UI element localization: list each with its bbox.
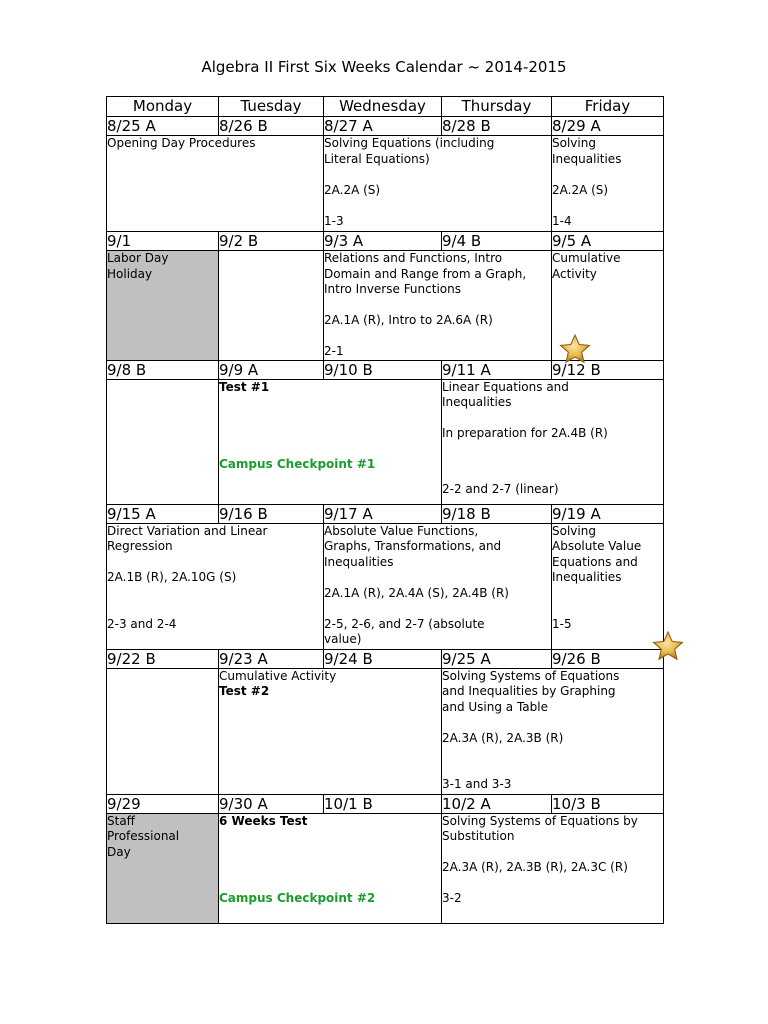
date-cell: 9/30 A — [219, 794, 324, 813]
date-cell: 9/18 B — [442, 504, 552, 523]
date-cell: 8/27 A — [324, 117, 442, 136]
lesson-text: Cumulative Activity — [219, 668, 337, 683]
holiday-text: Holiday — [107, 266, 153, 281]
lesson-cell — [219, 813, 442, 923]
lesson-cell — [552, 136, 664, 232]
section-text: 2-2 and 2-7 (linear) — [442, 481, 559, 496]
date-cell: 9/25 A — [442, 649, 552, 668]
star-icon — [559, 333, 591, 365]
lesson-text: Domain and Range from a Graph, — [324, 266, 527, 281]
holiday-text: Staff — [107, 813, 135, 828]
weekday-thursday: Thursday — [442, 97, 552, 117]
teks-text: 2A.3A (R), 2A.3B (R), 2A.3C (R) — [442, 860, 628, 874]
date-cell: 9/1 — [107, 232, 219, 251]
lesson-text: Cumulative — [552, 251, 621, 265]
lesson-text: Equations and — [552, 554, 638, 569]
lesson-cell — [552, 523, 664, 649]
content-row — [107, 813, 664, 923]
lesson-text: Inequalities — [552, 151, 622, 166]
holiday-text: Labor Day — [107, 251, 169, 265]
empty-cell — [219, 251, 324, 361]
date-cell: 10/1 B — [324, 794, 442, 813]
lesson-text: and Inequalities by Graphing — [442, 684, 616, 698]
date-row — [107, 794, 664, 813]
teks-text: 2A.1B (R), 2A.10G (S) — [107, 570, 237, 584]
lesson-text: Linear Equations and — [442, 379, 569, 394]
date-cell: 9/24 B — [324, 649, 442, 668]
empty-cell — [107, 668, 219, 794]
date-cell: 9/9 A — [219, 360, 324, 379]
teks-text: 2A.1A (R), 2A.4A (S), 2A.4B (R) — [324, 585, 509, 600]
lesson-text: Solving — [552, 523, 596, 538]
holiday-text: Professional — [107, 829, 180, 843]
test-label: 6 Weeks Test — [219, 813, 308, 828]
lesson-cell — [324, 523, 552, 649]
date-cell: 9/22 B — [107, 649, 219, 668]
date-cell: 8/28 B — [442, 117, 552, 136]
date-row — [107, 117, 664, 136]
content-row — [107, 379, 664, 504]
section-text: 2-3 and 2-4 — [107, 616, 177, 631]
lesson-text: Direct Variation and Linear — [107, 523, 268, 538]
date-cell: 9/4 B — [442, 232, 552, 251]
lesson-text: Regression — [107, 539, 173, 553]
date-cell: 9/23 A — [219, 649, 324, 668]
holiday-text: Day — [107, 844, 131, 859]
lesson-text: Solving Systems of Equations — [442, 668, 620, 683]
date-cell: 9/19 A — [552, 504, 664, 523]
date-cell: 9/26 B — [552, 649, 664, 668]
teks-text: 2A.2A (S) — [324, 182, 381, 197]
empty-cell — [107, 379, 219, 504]
section-text: 2-1 — [324, 344, 344, 358]
test-label: Test #2 — [219, 684, 270, 698]
section-text: 3-2 — [442, 891, 462, 905]
date-cell: 9/17 A — [324, 504, 442, 523]
page-title: Algebra II First Six Weeks Calendar ~ 2014-2015 — [201, 58, 567, 76]
test-label: Test #1 — [219, 379, 270, 394]
section-text: 1-4 — [552, 213, 572, 228]
weekday-header-row — [107, 97, 664, 117]
lesson-text: Inequalities — [442, 395, 512, 409]
lesson-text: Activity — [552, 266, 597, 281]
holiday-cell — [107, 813, 219, 923]
lesson-cell — [442, 668, 664, 794]
date-cell: 9/11 A — [442, 360, 552, 379]
date-cell: 9/2 B — [219, 232, 324, 251]
date-cell: 9/8 B — [107, 360, 219, 379]
lesson-cell — [442, 813, 664, 923]
date-cell: 9/3 A — [324, 232, 442, 251]
weekday-friday: Friday — [552, 97, 664, 117]
content-row — [107, 523, 664, 649]
lesson-cell — [324, 136, 552, 232]
date-cell: 10/3 B — [552, 794, 664, 813]
lesson-text: Intro Inverse Functions — [324, 282, 461, 296]
lesson-text: Relations and Functions, Intro — [324, 251, 503, 265]
campus-checkpoint-label: Campus Checkpoint #2 — [219, 891, 376, 905]
date-cell: 8/26 B — [219, 117, 324, 136]
date-row — [107, 504, 664, 523]
calendar-table — [106, 96, 664, 924]
date-row — [107, 232, 664, 251]
date-cell: 9/29 — [107, 794, 219, 813]
weekday-tuesday: Tuesday — [219, 97, 324, 117]
date-cell: 9/16 B — [219, 504, 324, 523]
content-row — [107, 136, 664, 232]
lesson-text: Inequalities — [324, 554, 394, 569]
lesson-text: Solving Equations (including — [324, 136, 495, 150]
teks-text: 2A.2A (S) — [552, 182, 609, 197]
lesson-cell — [219, 379, 442, 504]
section-text: 1-5 — [552, 616, 572, 631]
campus-checkpoint-label: Campus Checkpoint #1 — [219, 457, 376, 471]
lesson-text: In preparation for 2A.4B (R) — [442, 426, 608, 440]
holiday-cell — [107, 251, 219, 361]
lesson-text: and Using a Table — [442, 699, 548, 714]
date-row — [107, 649, 664, 668]
date-cell: 9/5 A — [552, 232, 664, 251]
lesson-cell — [107, 136, 324, 232]
star-icon — [652, 630, 684, 662]
lesson-text: Substitution — [442, 829, 515, 843]
date-cell: 9/10 B — [324, 360, 442, 379]
teks-text: 2A.1A (R), Intro to 2A.6A (R) — [324, 313, 493, 327]
section-text: 2-5, 2-6, and 2-7 (absolute — [324, 616, 485, 631]
lesson-text: Absolute Value — [552, 539, 642, 553]
section-text: 1-3 — [324, 213, 344, 228]
lesson-text: Absolute Value Functions, — [324, 523, 479, 538]
date-cell: 9/15 A — [107, 504, 219, 523]
lesson-text: Solving — [552, 136, 596, 150]
lesson-cell — [324, 251, 552, 361]
content-row — [107, 668, 664, 794]
lesson-text: Inequalities — [552, 570, 622, 584]
lesson-cell — [107, 523, 324, 649]
lesson-cell — [442, 379, 664, 504]
weekday-monday: Monday — [107, 97, 219, 117]
date-cell: 8/29 A — [552, 117, 664, 136]
lesson-text: Solving Systems of Equations by — [442, 813, 638, 828]
lesson-cell — [219, 668, 442, 794]
date-cell: 9/12 B — [552, 360, 664, 379]
section-text: value) — [324, 632, 362, 646]
section-text: 3-1 and 3-3 — [442, 777, 512, 791]
lesson-text: Graphs, Transformations, and — [324, 539, 502, 553]
date-cell: 8/25 A — [107, 117, 219, 136]
teks-text: 2A.3A (R), 2A.3B (R) — [442, 730, 564, 745]
date-cell: 10/2 A — [442, 794, 552, 813]
lesson-text: Opening Day Procedures — [107, 136, 256, 150]
weekday-wednesday: Wednesday — [324, 97, 442, 117]
lesson-text: Literal Equations) — [324, 151, 430, 166]
